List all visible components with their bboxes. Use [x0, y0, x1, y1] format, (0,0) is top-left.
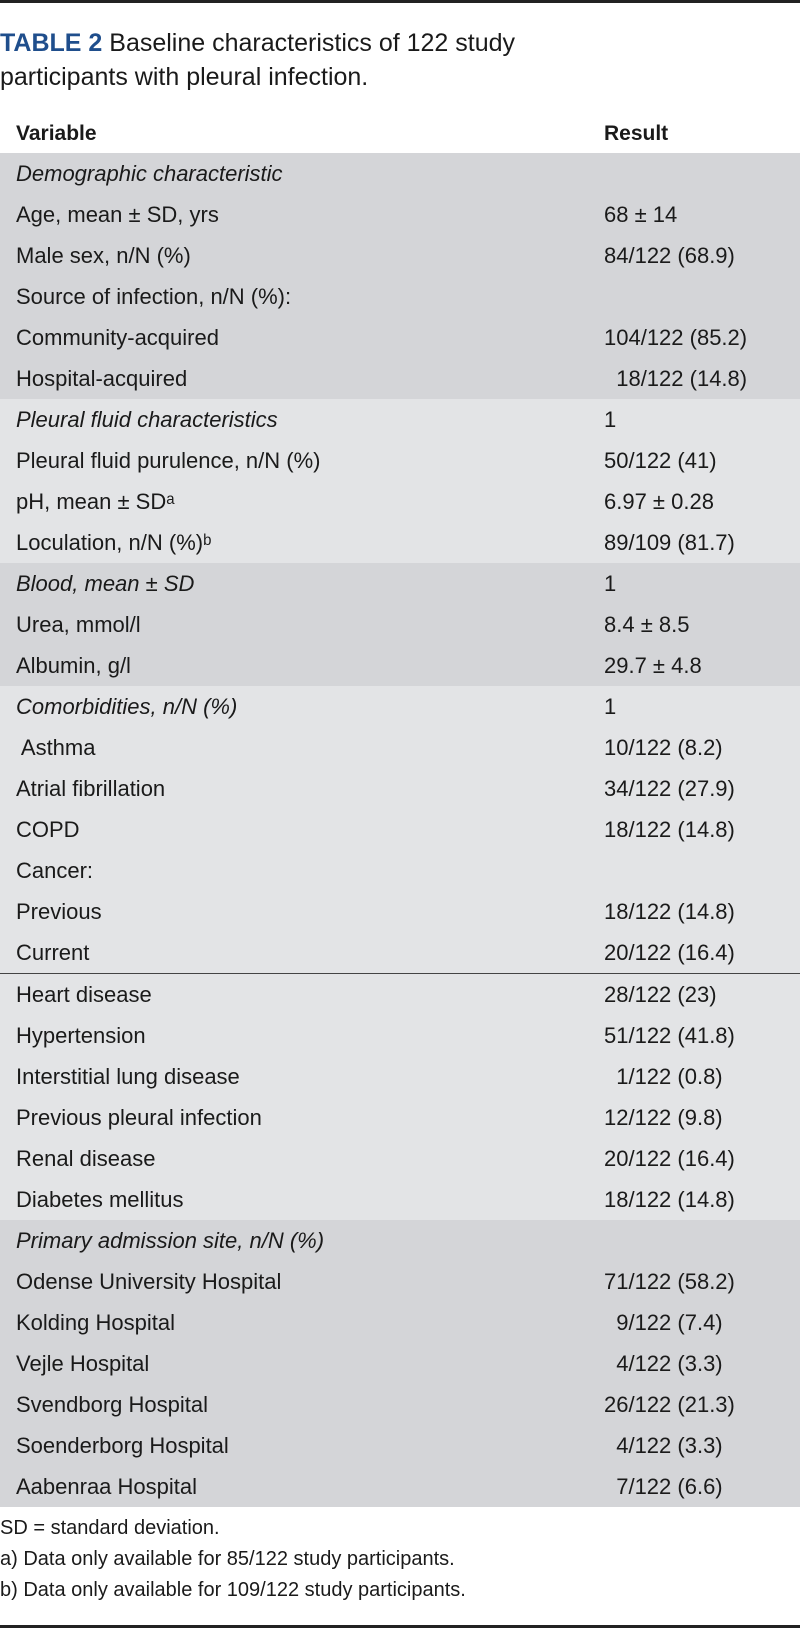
section-result-cell: 1 [604, 563, 800, 604]
table-row [0, 1056, 800, 1097]
result-cell: 71/122 (58.2) [604, 1261, 800, 1302]
section-title: Pleural fluid characteristics [0, 399, 604, 440]
variable-cell: Diabetes mellitus [0, 1179, 604, 1220]
variable-cell: Odense University Hospital [0, 1261, 604, 1302]
section-result-cell [604, 1220, 800, 1261]
variable-cell: Kolding Hospital [0, 1302, 604, 1343]
result-cell: 7/122 (6.6) [604, 1466, 800, 1507]
table-row [0, 932, 800, 974]
variable-cell: Community-acquired [0, 317, 604, 358]
section-header-row [0, 153, 800, 194]
result-cell: 104/122 (85.2) [604, 317, 800, 358]
result-cell [604, 276, 800, 317]
variable-cell: pH, mean ± SDᵃ [0, 481, 604, 522]
table-row [0, 276, 800, 317]
variable-cell: Current [0, 932, 604, 974]
result-cell: 8.4 ± 8.5 [604, 604, 800, 645]
table-row [0, 1138, 800, 1179]
variable-cell: Soenderborg Hospital [0, 1425, 604, 1466]
table-row [0, 1261, 800, 1302]
variable-cell: Hospital-acquired [0, 358, 604, 399]
variable-cell: Hypertension [0, 1015, 604, 1056]
table-row [0, 235, 800, 276]
result-cell: 26/122 (21.3) [604, 1384, 800, 1425]
table-row [0, 1015, 800, 1056]
section-title: Blood, mean ± SD [0, 563, 604, 604]
column-header-result: Result [604, 115, 800, 153]
result-cell: 51/122 (41.8) [604, 1015, 800, 1056]
section-result-cell [604, 153, 800, 194]
result-cell: 18/122 (14.8) [604, 809, 800, 850]
table-row [0, 604, 800, 645]
bottom-rule [0, 1625, 800, 1628]
section-title: Comorbidities, n/N (%) [0, 686, 604, 727]
table-row [0, 645, 800, 686]
table-row [0, 1343, 800, 1384]
table-label: TABLE 2 [0, 29, 103, 57]
result-cell: 68 ± 14 [604, 194, 800, 235]
result-cell: 50/122 (41) [604, 440, 800, 481]
section-header-row [0, 399, 800, 440]
variable-cell: Loculation, n/N (%)ᵇ [0, 522, 604, 563]
table-row [0, 727, 800, 768]
table-row [0, 440, 800, 481]
table-row [0, 317, 800, 358]
result-cell: 20/122 (16.4) [604, 932, 800, 974]
table-row [0, 522, 800, 563]
variable-cell: Heart disease [0, 974, 604, 1016]
section-title: Primary admission site, n/N (%) [0, 1220, 604, 1261]
result-cell: 10/122 (8.2) [604, 727, 800, 768]
variable-cell: Aabenraa Hospital [0, 1466, 604, 1507]
result-cell: 12/122 (9.8) [604, 1097, 800, 1138]
footnote-sd: SD = standard deviation. [0, 1517, 220, 1539]
result-cell: 28/122 (23) [604, 974, 800, 1016]
result-cell: 18/122 (14.8) [604, 1179, 800, 1220]
result-cell: 18/122 (14.8) [604, 358, 800, 399]
table-row [0, 194, 800, 235]
table-body [0, 153, 800, 1507]
result-cell: 89/109 (81.7) [604, 522, 800, 563]
result-cell: 18/122 (14.8) [604, 891, 800, 932]
variable-cell: Previous pleural infection [0, 1097, 604, 1138]
table-row [0, 1466, 800, 1507]
table-row [0, 891, 800, 932]
table-row [0, 1425, 800, 1466]
result-cell: 20/122 (16.4) [604, 1138, 800, 1179]
result-cell: 29.7 ± 4.8 [604, 645, 800, 686]
result-cell [604, 850, 800, 891]
table-row [0, 1384, 800, 1425]
table-header-row [0, 115, 800, 153]
result-cell: 9/122 (7.4) [604, 1302, 800, 1343]
result-cell: 1/122 (0.8) [604, 1056, 800, 1097]
variable-cell: COPD [0, 809, 604, 850]
section-header-row [0, 1220, 800, 1261]
caption-text-line2: participants with pleural infection. [0, 63, 369, 91]
table-row [0, 481, 800, 522]
section-header-row [0, 563, 800, 604]
variable-cell: Interstitial lung disease [0, 1056, 604, 1097]
table-row [0, 809, 800, 850]
result-cell: 34/122 (27.9) [604, 768, 800, 809]
variable-cell: Renal disease [0, 1138, 604, 1179]
result-cell: 4/122 (3.3) [604, 1343, 800, 1384]
table-row [0, 974, 800, 1016]
column-header-variable: Variable [0, 115, 604, 153]
variable-cell: Age, mean ± SD, yrs [0, 194, 604, 235]
footnotes [0, 1513, 800, 1606]
variable-cell: Male sex, n/N (%) [0, 235, 604, 276]
baseline-table [0, 115, 800, 1507]
variable-cell: Albumin, g/l [0, 645, 604, 686]
variable-cell: Previous [0, 891, 604, 932]
top-rule [0, 0, 800, 3]
variable-cell: Svendborg Hospital [0, 1384, 604, 1425]
variable-cell: Atrial fibrillation [0, 768, 604, 809]
variable-cell: Vejle Hospital [0, 1343, 604, 1384]
section-result-cell: 1 [604, 399, 800, 440]
caption-text-line1: Baseline characteristics of 122 study [102, 29, 516, 57]
table-row [0, 1179, 800, 1220]
result-cell: 84/122 (68.9) [604, 235, 800, 276]
table-caption [0, 26, 760, 94]
result-cell: 6.97 ± 0.28 [604, 481, 800, 522]
section-result-cell: 1 [604, 686, 800, 727]
result-cell: 4/122 (3.3) [604, 1425, 800, 1466]
table-row [0, 1097, 800, 1138]
section-title: Demographic characteristic [0, 153, 604, 194]
variable-cell: Asthma [0, 727, 604, 768]
table-row [0, 1302, 800, 1343]
variable-cell: Pleural fluid purulence, n/N (%) [0, 440, 604, 481]
variable-cell: Cancer: [0, 850, 604, 891]
table-row [0, 850, 800, 891]
section-header-row [0, 686, 800, 727]
table-row [0, 768, 800, 809]
variable-cell: Source of infection, n/N (%): [0, 276, 604, 317]
variable-cell: Urea, mmol/l [0, 604, 604, 645]
footnote-b: b) Data only available for 109/122 study participants. [0, 1579, 466, 1601]
footnote-a: a) Data only available for 85/122 study participants. [0, 1548, 455, 1570]
table-row [0, 358, 800, 399]
